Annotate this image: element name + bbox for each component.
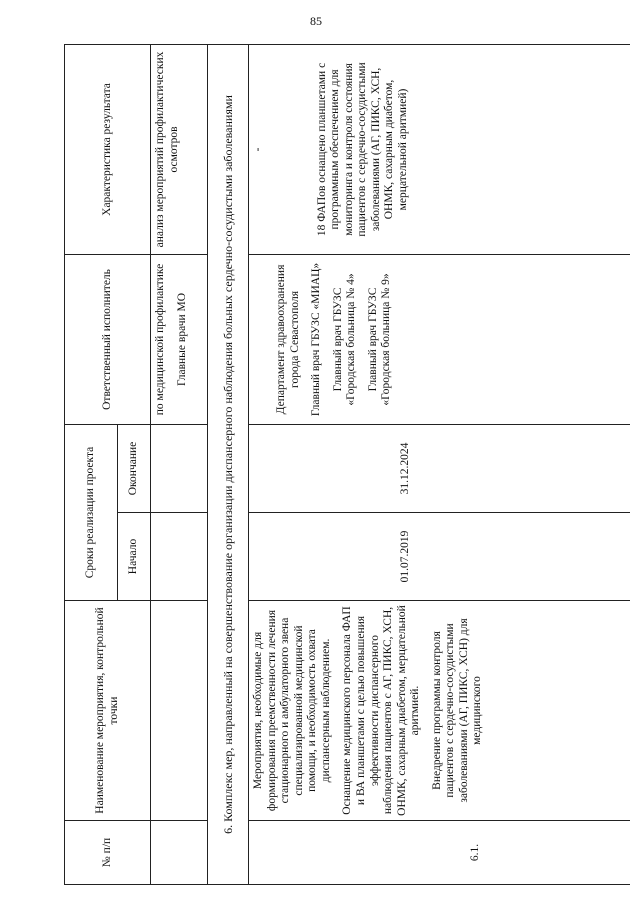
cell-num: 6.1.: [249, 821, 630, 885]
cell-num: [151, 821, 208, 885]
name-paragraph: Мероприятия, необходимые для формирования преемственности лечения стационарного и амбулаторного звена специализированной медицинской помощи, и необходимость охвата диспансерным наблюдением.: [252, 609, 332, 812]
header-result: Характеристика результата: [65, 44, 151, 254]
table-header-row: [65, 44, 118, 884]
name-paragraph: Внедрение программы контроля пациентов с сердечно-сосудистыми заболеваниями (АГ, ПИКС, ХСН) для медицинского: [430, 618, 484, 803]
header-start: Начало: [118, 513, 151, 601]
section-title: 6. Комплекс мер, направленный на совершенствование организации диспансерного наблюдения больных сердечно-сосудистыми заболеваниями: [208, 44, 249, 884]
table-row: [151, 44, 208, 884]
result-text: 18 ФАПов оснащено планшетами с программным обеспечением для мониторинга и контроля состояния пациентов с сердечно-сосудистыми заболеваниями (АГ, ПИКС, ХСН, ОНМК, сахарным диабетом, мерцательной аритмией): [315, 62, 409, 237]
cell-start: [151, 513, 208, 601]
cell-result: [249, 44, 630, 254]
page-number: 85: [310, 14, 322, 28]
section-row: [208, 44, 249, 884]
responsible-line: Департамент здравоохранения города Севастополя: [275, 264, 301, 415]
cell-start: 01.07.2019: [249, 513, 630, 601]
cell-name: [151, 601, 208, 821]
header-responsible: Ответственный исполнитель: [65, 254, 151, 424]
cell-responsible: [151, 254, 208, 424]
cell-name: [249, 601, 630, 821]
result-dash: -: [252, 147, 264, 152]
cell-responsible: [249, 254, 630, 424]
table-row: [249, 44, 630, 884]
header-name: Наименование мероприятия, контрольной точки: [65, 601, 151, 821]
cell-result: анализ мероприятий профилактических осмотров: [151, 44, 208, 254]
header-end: Окончание: [118, 424, 151, 512]
responsible-line: по медицинской профилактике: [154, 263, 166, 416]
cell-end: 31.12.2024: [249, 424, 630, 512]
responsible-line: Главный врач ГБУЗС «Городская больница № 9»: [366, 273, 393, 406]
responsible-line: Главный врач ГБУЗС «Городская больница № 4»: [331, 273, 358, 406]
header-num: № п/п: [65, 821, 151, 885]
header-terms: Сроки реализации проекта: [65, 424, 118, 600]
project-activities-table: [64, 44, 630, 885]
rotated-table-container: [64, 45, 612, 885]
responsible-line: Главный врач ГБУЗС «МИАЦ»: [310, 262, 323, 417]
cell-end: [151, 424, 208, 512]
name-paragraph: Оснащение медицинского персонала ФАП и ВА планшетами с целью повышения эффективности диспансерного наблюдения пациентов с АГ, ПИКС, ХСН, ОНМК, сахарным диабетом, мерцательной аритмией.: [341, 605, 422, 816]
responsible-line: Главные врачи МО: [175, 292, 188, 387]
